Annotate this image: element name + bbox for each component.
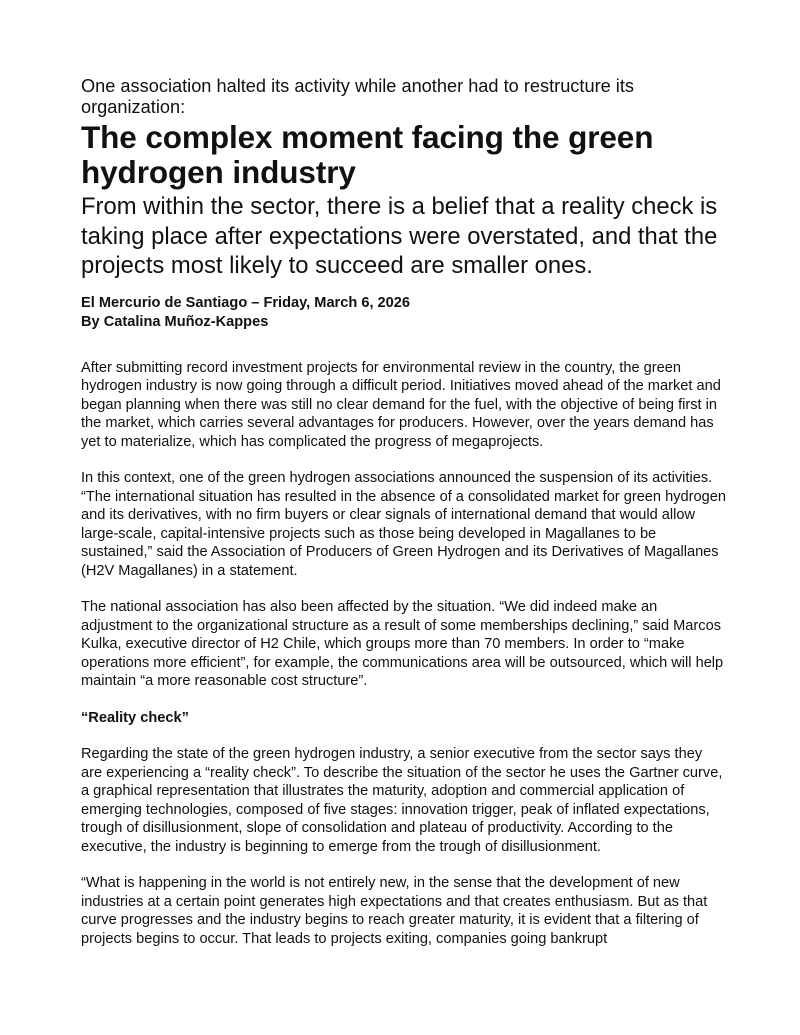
byline: By Catalina Muñoz-Kappes [81, 313, 269, 330]
article-kicker: One association halted its activity while another had to restructure its organization: [81, 76, 634, 117]
article-meta [81, 294, 726, 332]
body-paragraph: “What is happening in the world is not entirely new, in the sense that the development of new industries at a certain point generates high expectations and that creates enthusiasm. But as that curve progresses and the industry begins to reach greater maturity, it is evident that a filtering of projects begins to occur. That leads to projects exiting, companies going bankrupt [81, 875, 708, 947]
body-paragraph: In this context, one of the green hydrogen associations announced the suspension of its activities. “The international situation has resulted in the absence of a consolidated market for green hydrogen and its derivatives, with no firm buyers or clear signals of international demand that would allow large-scale, capital-intensive projects such as those being developed in Magallanes to be sustained,” said the Association of Producers of Green Hydrogen and its Derivatives of Magallanes (H2V Magallanes) in a statement. [81, 470, 726, 579]
article-deck: From within the sector, there is a belief that a reality check is taking place after expectations were overstated, and that the projects most likely to succeed are smaller ones. [81, 193, 718, 279]
body-paragraph: Regarding the state of the green hydrogen industry, a senior executive from the sector says they are experiencing a “reality check”. To describe the situation of the sector he uses the Gartner curve, a graphical representation that illustrates the maturity, adoption and commercial application of emerging technologies, composed of five stages: innovation trigger, peak of inflated expectations, trough of disillusionment, slope of consolidation and plateau of productivity. According to the executive, the industry is beginning to emerge from the trough of disillusionment. [81, 746, 723, 855]
article-headline: The complex moment facing the green hydrogen industry [81, 119, 654, 190]
article-body [81, 359, 726, 949]
section-subhead: “Reality check” [81, 709, 189, 726]
body-paragraph: The national association has also been affected by the situation. “We did indeed make an adjustment to the organizational structure as a result of some memberships declining,” said Marcos Kulka, executive director of H2 Chile, which groups more than 70 members. In order to “make operations more efficient”, for example, the communications area will be outsourced, which will help maintain “a more reasonable cost structure”. [81, 599, 724, 689]
article [81, 76, 726, 966]
source-line: El Mercurio de Santiago – Friday, March 6, 2026 [81, 294, 411, 311]
body-paragraph: After submitting record investment projects for environmental review in the country, the green hydrogen industry is now going through a difficult period. Initiatives moved ahead of the market and began planning when there was still no clear demand for the fuel, with the objective of being first in the market, which carries several advantages for producers. However, over the years demand has yet to materialize, which has complicated the progress of megaprojects. [81, 359, 721, 450]
